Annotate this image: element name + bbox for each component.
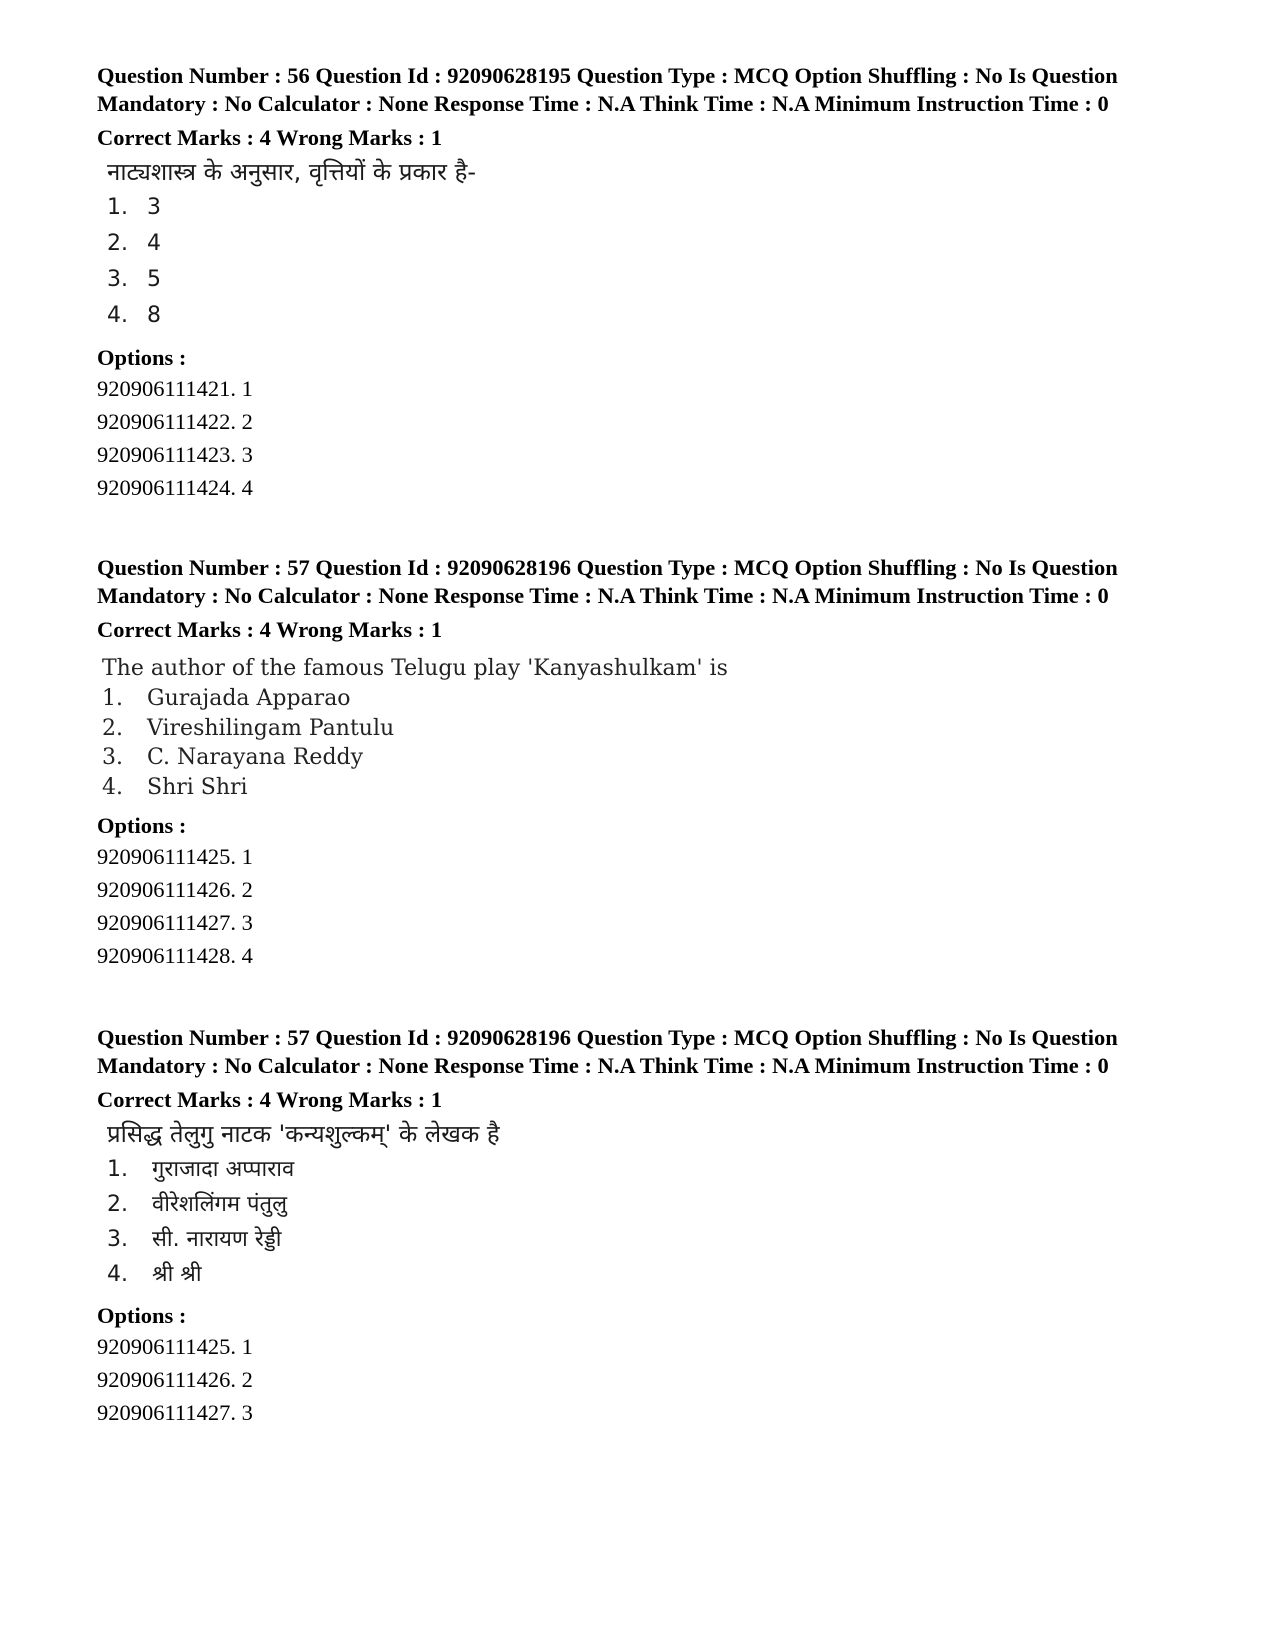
option-row: 920906111427. 3 (97, 910, 253, 935)
choice-number: 4. (102, 774, 123, 800)
option-row: 920906111427. 3 (97, 1400, 253, 1425)
choice-item (107, 190, 1177, 226)
choice-item (102, 684, 1177, 714)
choice-text: Shri Shri (147, 774, 248, 800)
choice-list (102, 684, 1177, 802)
choice-number: 3. (107, 1227, 128, 1252)
spacer (97, 504, 1177, 554)
choice-item (107, 1257, 1177, 1292)
choice-number: 4. (107, 1262, 128, 1287)
question-header: Question Number : 57 Question Id : 92090628196 Question Type : MCQ Option Shuffling : No Is Question Mandatory : No Calculator : None Response Time : N.A Think Time : N.A Minimum Instruction Time : 0 (97, 1025, 1118, 1078)
choice-number: 1. (102, 686, 123, 711)
question-stem: नाट्यशास्त्र के अनुसार, वृत्तियों के प्रकार है- (107, 158, 476, 186)
option-row: 920906111425. 1 (97, 844, 253, 869)
question-stem: The author of the famous Telugu play 'Kanyashulkam' is (102, 656, 728, 681)
choice-item (107, 262, 1177, 298)
choice-text: Gurajada Apparao (147, 686, 351, 711)
choice-number: 1. (107, 1157, 128, 1182)
question-block-57-hindi (97, 1024, 1177, 1429)
choice-text: श्री श्री (152, 1262, 202, 1287)
choice-number: 2. (107, 231, 128, 256)
choice-text: वीरेशलिंगम पंतुलु (152, 1192, 287, 1217)
option-row: 920906111421. 1 (97, 376, 253, 401)
marks-line: Correct Marks : 4 Wrong Marks : 1 (97, 1087, 443, 1112)
document-page (97, 62, 1177, 1429)
question-header: Question Number : 56 Question Id : 92090628195 Question Type : MCQ Option Shuffling : No Is Question Mandatory : No Calculator : None Response Time : N.A Think Time : N.A Minimum Instruction Time : 0 (97, 63, 1118, 116)
option-row: 920906111425. 1 (97, 1334, 253, 1359)
question-block-57-english (97, 554, 1177, 972)
choice-text: 3 (147, 195, 161, 220)
choice-text: 8 (147, 303, 161, 328)
choice-text: Vireshilingam Pantulu (147, 715, 395, 741)
question-header: Question Number : 57 Question Id : 92090628196 Question Type : MCQ Option Shuffling : No Is Question Mandatory : No Calculator : None Response Time : N.A Think Time : N.A Minimum Instruction Time : 0 (97, 555, 1118, 608)
option-row: 920906111423. 3 (97, 442, 253, 467)
choice-list (107, 1152, 1177, 1292)
choice-item (107, 1222, 1177, 1257)
marks-line: Correct Marks : 4 Wrong Marks : 1 (97, 617, 443, 642)
choice-number: 4. (107, 303, 128, 328)
choice-item (102, 714, 1177, 744)
choice-item (102, 743, 1177, 773)
choice-number: 2. (107, 1192, 128, 1217)
question-stem: प्रसिद्ध तेलुगु नाटक 'कन्यशुल्कम्' के लेखक है (107, 1120, 500, 1148)
choice-item (107, 1187, 1177, 1222)
choice-number: 1. (107, 195, 128, 220)
option-row: 920906111422. 2 (97, 409, 253, 434)
choice-text: C. Narayana Reddy (147, 745, 364, 770)
option-row: 920906111426. 2 (97, 1367, 253, 1392)
choice-number: 3. (107, 267, 128, 292)
option-row: 920906111424. 4 (97, 475, 253, 500)
option-row: 920906111428. 4 (97, 943, 253, 968)
marks-line: Correct Marks : 4 Wrong Marks : 1 (97, 125, 443, 150)
choice-text: गुराजादा अप्पाराव (152, 1157, 295, 1182)
choice-text: 5 (147, 267, 161, 292)
options-label: Options : (97, 813, 187, 838)
choice-number: 2. (102, 715, 123, 741)
choice-item (107, 226, 1177, 262)
choice-item (102, 773, 1177, 803)
choice-item (107, 1152, 1177, 1187)
question-block-56 (97, 62, 1177, 504)
options-label: Options : (97, 1303, 187, 1328)
options-label: Options : (97, 345, 187, 370)
choice-text: सी. नारायण रेड्डी (152, 1227, 282, 1252)
choice-number: 3. (102, 745, 123, 770)
choice-item (107, 298, 1177, 334)
choice-list (107, 190, 1177, 334)
option-row: 920906111426. 2 (97, 877, 253, 902)
choice-text: 4 (147, 231, 161, 256)
spacer (97, 972, 1177, 1024)
